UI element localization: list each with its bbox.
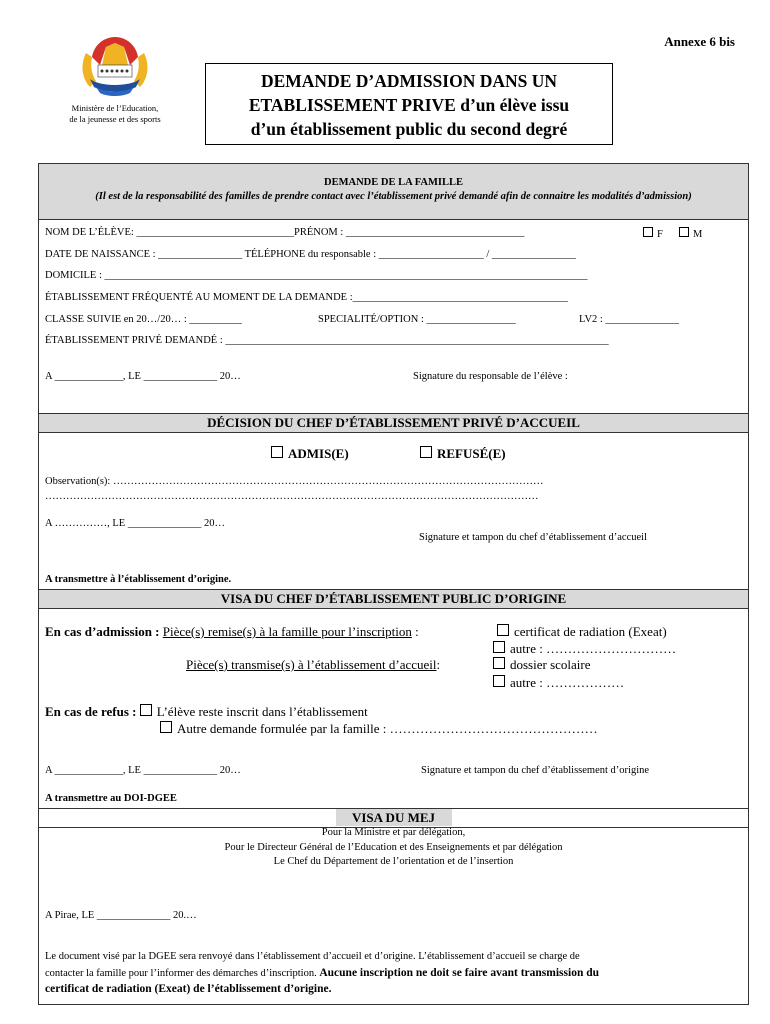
origine-signature-label: Signature et tampon du chef d’établissement d’origine bbox=[421, 765, 650, 776]
etablissement-prive-field[interactable]: ÉTABLISSEMENT PRIVÉ DEMANDÉ : _________________________________________________________________________ bbox=[45, 335, 609, 346]
footer-note-line-2: contacter la famille pour l’informer des démarches d’inscription. Aucune inscription ne doit se faire avant transmission du bbox=[45, 967, 600, 979]
lv2-field[interactable]: LV2 : ______________ bbox=[579, 314, 679, 325]
autre-piece-remise-checkbox[interactable]: autre : ………………………… bbox=[493, 641, 676, 657]
mej-delegation-line-1: Pour la Ministre et par délégation, bbox=[321, 827, 466, 838]
title-line-1: DEMANDE D’ADMISSION DANS UN bbox=[260, 71, 558, 91]
ministry-line-2: de la jeunesse et des sports bbox=[69, 114, 161, 124]
dossier-scolaire-checkbox[interactable]: dossier scolaire bbox=[493, 657, 591, 673]
admis-checkbox[interactable]: ADMIS(E) bbox=[271, 446, 349, 462]
nom-prenom-field[interactable]: NOM DE L’ÉLÈVE: ______________________________PRÉNOM : __________________________________ bbox=[45, 227, 525, 238]
transmettre-origine-note: A transmettre à l’établissement d’origine. bbox=[45, 574, 232, 585]
visa-origine-section-header: VISA DU CHEF D’ÉTABLISSEMENT PUBLIC D’ORIGINE bbox=[39, 589, 748, 609]
decision-section-header: DÉCISION DU CHEF D’ÉTABLISSEMENT PRIVÉ D’ACCUEIL bbox=[39, 413, 748, 433]
transmettre-doi-note: A transmettre au DOI-DGEE bbox=[45, 793, 177, 804]
famille-lieu-date-field[interactable]: A _____________, LE ______________ 20… bbox=[45, 371, 241, 382]
famille-section-header bbox=[39, 164, 748, 220]
mej-delegation-line-3: Le Chef du Département de l’orientation et de l’insertion bbox=[273, 856, 514, 867]
famille-signature-label: Signature du responsable de l’élève : bbox=[413, 371, 568, 382]
pieces-transmises-label: Pièce(s) transmise(s) à l’établissement d’accueil: bbox=[186, 657, 441, 672]
refuse-checkbox[interactable]: REFUSÉ(E) bbox=[420, 446, 506, 462]
mej-lieu-date-field[interactable]: A Pirae, LE ______________ 20.… bbox=[45, 910, 197, 921]
etablissement-frequente-field[interactable]: ÉTABLISSEMENT FRÉQUENTÉ AU MOMENT DE LA DEMANDE :_________________________________________ bbox=[45, 292, 568, 303]
specialite-field[interactable]: SPECIALITÉ/OPTION : _________________ bbox=[318, 314, 516, 325]
annexe-label: Annexe 6 bis bbox=[664, 34, 735, 49]
autre-demande-checkbox[interactable]: Autre demande formulée par la famille : ………………………………………… bbox=[160, 721, 598, 737]
title-line-3: d’un établissement public du second degré bbox=[250, 119, 568, 139]
famille-heading: DEMANDE DE LA FAMILLE bbox=[324, 177, 463, 188]
naissance-telephone-field[interactable]: DATE DE NAISSANCE : ________________ TÉLÉPHONE du responsable : ____________________ / ________________ bbox=[45, 249, 576, 260]
form-frame bbox=[38, 163, 749, 1005]
autre-piece-transmise-checkbox[interactable]: autre : ……………… bbox=[493, 675, 624, 691]
observations-field[interactable]: Observation(s): …………………………………………………………………………………………………………… bbox=[45, 476, 544, 487]
decision-signature-label: Signature et tampon du chef d’établissement d’accueil bbox=[419, 532, 648, 543]
sexe-checkbox-m[interactable]: M bbox=[679, 227, 702, 240]
classe-field[interactable]: CLASSE SUIVIE en 20…/20… : __________ bbox=[45, 314, 242, 325]
admission-pieces-remises-row: En cas d’admission : Pièce(s) remise(s) à la famille pour l’inscription : bbox=[45, 624, 419, 639]
observations-field-line-2[interactable]: …………………………………………………………………………………………………………………………… bbox=[45, 491, 539, 502]
footer-note-line-1: Le document visé par la DGEE sera renvoyé dans l’établissement d’accueil et d’origine. L’établissement d’accueil se charge de bbox=[45, 951, 580, 962]
polynesia-emblem-logo bbox=[76, 35, 154, 101]
footer-note-line-3: certificat de radiation (Exeat) de l’établissement d’origine. bbox=[45, 983, 332, 995]
origine-lieu-date-field[interactable]: A _____________, LE ______________ 20… bbox=[45, 765, 241, 776]
certificat-radiation-checkbox[interactable]: certificat de radiation (Exeat) bbox=[497, 624, 667, 640]
refus-reste-inscrit-row[interactable]: En cas de refus : L’élève reste inscrit dans l’établissement bbox=[45, 704, 368, 719]
title-line-2: ETABLISSEMENT PRIVE d’un élève issu bbox=[248, 95, 570, 115]
ministry-line-1: Ministère de l’Education, bbox=[71, 103, 159, 113]
famille-note: (Il est de la responsabilité des familles de prendre contact avec l’établissement privé demandé afin de connaitre les modalités d’admission) bbox=[95, 191, 692, 202]
decision-lieu-date-field[interactable]: A ……………, LE ______________ 20… bbox=[45, 518, 225, 529]
ministry-name bbox=[55, 103, 175, 125]
sexe-checkbox-f[interactable]: F bbox=[643, 227, 663, 240]
mej-delegation-line-2: Pour le Directeur Général de l’Education et des Enseignements et par délégation bbox=[224, 842, 563, 853]
visa-mej-section-header: VISA DU MEJ bbox=[39, 808, 748, 828]
document-title-box bbox=[205, 63, 613, 145]
domicile-field[interactable]: DOMICILE : ____________________________________________________________________________________________ bbox=[45, 270, 588, 281]
